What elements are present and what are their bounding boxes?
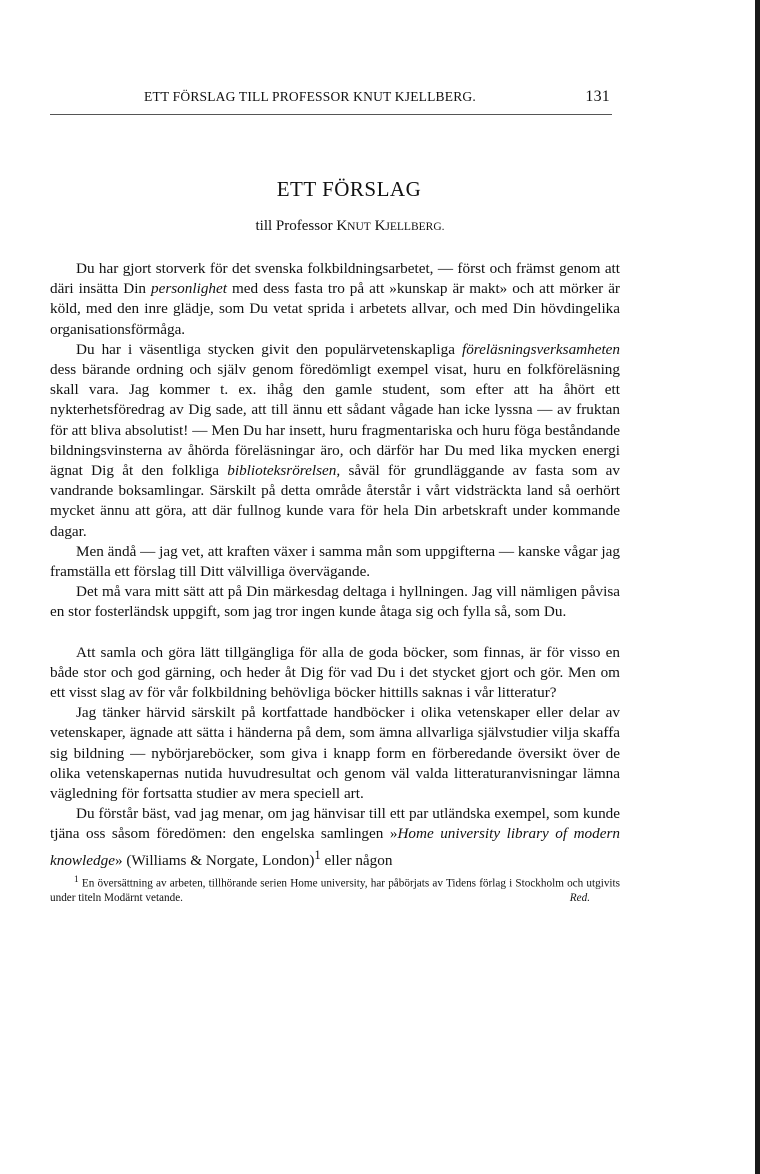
header-rule: [50, 114, 612, 115]
running-title: ETT FÖRSLAG TILL PROFESSOR KNUT KJELLBERG.: [144, 89, 476, 104]
name-first-rest: NUT: [347, 221, 371, 233]
paragraph-2: [50, 340, 620, 542]
paragraph-1-text: Du har gjort storverk för det svenska folkbildningsarbetet, — först och främst genom att däri insätta Din: [50, 260, 620, 298]
page-edge-shadow: [755, 0, 760, 1174]
footnote-signature: Red.: [569, 891, 590, 904]
name-initial-first: K: [336, 218, 348, 234]
footnote-text: [50, 873, 620, 905]
page-number: 131: [585, 88, 610, 105]
paragraph-2-emphasis: föreläsningsverksamheten: [461, 340, 621, 358]
paragraph-6: Jag tänker härvid särskilt på kortfattade handböcker i olika vetenskaper eller delar av vetenskaper, ägnade att sätta i händerna på dem, som ämna allvarliga självstudier vilja skaffa sig bildning — nybörjareböcker, som giva i knapp form en förberedande översikt över de olika vetenskapernas nutida huvudresultat och genom väl valda litteraturanvisningar lämna vägledning för fortsatta studier av mera speciell art.: [50, 704, 620, 803]
paragraph-2-end: såväl för grundläggande av fasta som av vandrande boksamlingar. Särskilt på detta område återstår i vårt vidsträckta land så oerhört mycket ännu att göra, att där fullnog kunde vara för hela Din arbetskraft under kommande dagar.: [50, 462, 621, 540]
footnote-body: En översättning av arbeten, tillhörande serien Home university, har påbörjats av Tidens förlag i Stockholm och utgivits under titeln Modärnt vetande.: [50, 877, 620, 904]
paragraph-1: [50, 259, 620, 340]
footnote-marker: 1: [74, 874, 79, 885]
paragraph-7-end: » (Williams & Norgate, London): [114, 851, 315, 869]
subtitle-prefix: till Professor: [255, 218, 337, 234]
article-body: [50, 259, 620, 871]
paragraph-7-emphasis: Home university library of modern knowledge: [50, 825, 620, 869]
name-initial-last: K: [374, 218, 386, 234]
paragraph-7-tail: eller någon: [320, 851, 393, 869]
dedicatee-name: [336, 218, 444, 234]
paragraph-2-emphasis-2: biblioteksrörelsen,: [227, 462, 341, 480]
article-title: ETT FÖRSLAG: [276, 177, 422, 201]
paragraph-2-middle: dess bärande ordning och själv genom föredömligt exempel visat, huru en folkföreläsning skall vara. Jag kommer t. ex. ihåg den gamle student, som efter att ha åhört ett nykterhetsföredrag av Dig sade, att till ännu ett sådant vågade han icke lyssna — av fruktan för att bliva absolutist! — Men Du har insett, huru fragmentariska och huru föga beståndande bildningsvinsterna av åhörda föreläsningar äro, och därför har Du med lika mycken energi ägnat Dig åt den folkliga: [50, 361, 620, 480]
paragraph-7-text: Du förstår bäst, vad jag menar, om jag hänvisar till ett par utländska exempel, som kunde tjäna oss såsom föredömen: den engelska samlingen »: [50, 805, 620, 843]
paragraph-2-text: Du har i väsentliga stycken givit den populärvetenskapliga: [76, 340, 455, 358]
running-head: [50, 88, 620, 106]
section-gap: [50, 623, 620, 643]
paragraph-7: [50, 804, 620, 871]
article-subtitle: [80, 218, 620, 235]
page: [50, 88, 620, 905]
footnote: [50, 873, 620, 905]
footnote-reference: 1: [314, 847, 321, 862]
paragraph-1-emphasis: personlighet: [151, 280, 227, 298]
paragraph-4: Det må vara mitt sätt att på Din märkesdag deltaga i hyllningen. Jag vill nämligen påvisa en stor fosterländsk uppgift, som jag tror ingen kunde åtaga sig och fylla så, som Du.: [50, 583, 620, 621]
paragraph-1-end: med dess fasta tro på att »kunskap är makt» och att mörker är köld, med den inre glädje, som Du vetat sprida i arbetets allvar, och med Din hövdingelika organisationsförmåga.: [50, 280, 620, 338]
paragraph-5: Att samla och göra lätt tillgängliga för alla de goda böcker, som finnas, är för visso en både stor och god gärning, och heder åt Dig för vad Du i det stycket gjort och gör. Men om ett visst slag av för vår folkbildning behövliga böcker hittills saknas i vår litteratur?: [50, 643, 620, 702]
name-last-rest: JELLBERG.: [385, 221, 445, 233]
paragraph-3: Men ändå — jag vet, att kraften växer i samma mån som uppgifterna — kanske vågar jag framställa ett förslag till Ditt välvilliga övervägande.: [50, 542, 620, 581]
